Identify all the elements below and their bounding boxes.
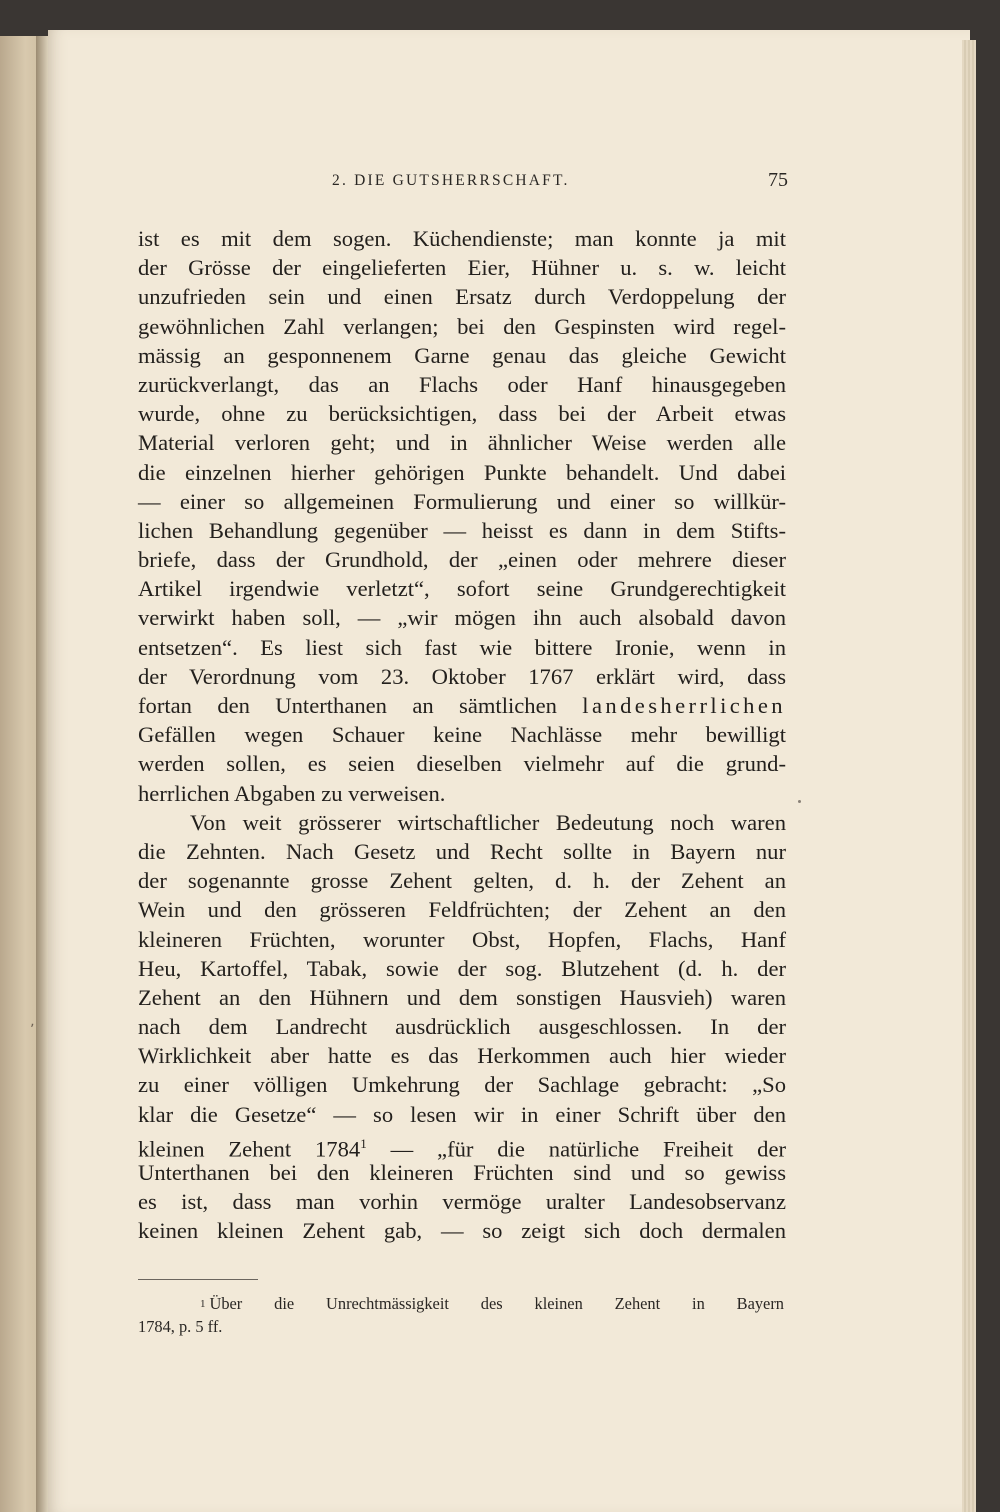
text-line: klar die Gesetze“ — so lesen wir in einer Schrift über den <box>138 1101 786 1127</box>
text-line-with-spaced-word <box>138 691 786 720</box>
text-line: nach dem Landrecht ausdrücklich ausgeschlossen. In der <box>138 1014 786 1040</box>
text-line: der sogenannte grosse Zehent gelten, d. h. der Zehent an <box>138 868 786 894</box>
paragraph-end-line: herrlichen Abgaben zu verweisen. <box>138 780 446 806</box>
text-line: Zehent an den Hühnern und dem sonstigen Hausvieh) waren <box>138 984 786 1010</box>
margin-mark: ʼ <box>30 1022 35 1038</box>
footnote <box>138 1292 784 1338</box>
text-line: Wein und den grösseren Feldfrüchten; der Zehent an den <box>138 897 786 923</box>
text-line: entsetzen“. Es liest sich fast wie bittere Ironie, wenn in <box>138 634 786 660</box>
text-line: verwirkt haben soll, — „wir mögen ihn auch alsobald davon <box>138 605 786 631</box>
text-line: — einer so allgemeinen Formulierung und einer so willkür- <box>138 488 786 514</box>
text-line: wurde, ohne zu berücksichtigen, dass bei der Arbeit etwas <box>138 401 786 427</box>
text-line: Material verloren geht; und in ähnlicher Weise werden alle <box>138 430 786 456</box>
paper-speck <box>798 800 801 803</box>
text-line: zurückverlangt, das an Flachs oder Hanf hinausgegeben <box>138 371 786 397</box>
text-line: lichen Behandlung gegenüber — heisst es dann in dem Stifts- <box>138 517 786 543</box>
spaced-emphasis: landesherrlichen <box>582 693 786 718</box>
footnote-text: Über die Unrechtmässigkeit des kleinen Zehent in Bayern <box>209 1294 784 1313</box>
text-line: Unterthanen bei den kleineren Früchten sind und so gewiss <box>138 1160 786 1185</box>
text-line: es ist, dass man vorhin vermöge uralter Landesobservanz <box>138 1189 786 1215</box>
text-line: die Zehnten. Nach Gesetz und Recht sollte in Bayern nur <box>138 838 786 864</box>
page-stack-edge <box>962 40 976 1512</box>
text-line: gewöhnlichen Zahl verlangen; bei den Gespinsten wird regel- <box>138 313 786 339</box>
text-line: kleineren Früchten, worunter Obst, Hopfen, Flachs, Hanf <box>138 926 786 952</box>
text-line: unzufrieden sein und einen Ersatz durch Verdoppelung der <box>138 284 786 310</box>
text-line: Wirklichkeit aber hatte es das Herkommen auch hier wieder <box>138 1043 786 1069</box>
running-head <box>136 169 788 194</box>
text-line: ist es mit dem sogen. Küchendienste; man konnte ja mit <box>138 226 786 251</box>
page-number: 75 <box>768 169 788 191</box>
text-line: Gefällen wegen Schauer keine Nachlässe mehr bewilligt <box>138 722 786 748</box>
footnote-line: 1784, p. 5 ff. <box>138 1317 223 1336</box>
text-line: Heu, Kartoffel, Tabak, sowie der sog. Blutzehent (d. h. der <box>138 955 786 981</box>
text-line: der Grösse der eingelieferten Eier, Hühner u. s. w. leicht <box>138 255 786 281</box>
footnote-reference[interactable]: 1 <box>360 1135 367 1151</box>
paragraph-start-line: Von weit grösserer wirtschaftlicher Bedeutung noch waren <box>190 809 786 835</box>
text-line: briefe, dass der Grundhold, der „einen oder mehrere dieser <box>138 547 786 573</box>
text-line-tail: — „für die natürliche Freiheit der <box>366 1136 786 1162</box>
text-line: mässig an gesponnenem Garne genau das gleiche Gewicht <box>138 342 786 368</box>
footnote-separator <box>138 1279 258 1280</box>
text-line-lead: fortan den Unterthanen an sämtlichen <box>138 693 557 718</box>
text-line: Artikel irgendwie verletzt“, sofort seine Grundgerechtigkeit <box>138 576 786 602</box>
footnote-line <box>138 1292 784 1315</box>
text-line: keinen kleinen Zehent gab, — so zeigt sich doch dermalen <box>138 1218 786 1244</box>
main-text-block <box>138 224 786 1246</box>
text-line: die einzelnen hierher gehörigen Punkte behandelt. Und dabei <box>138 459 786 485</box>
footnote-marker: 1 <box>200 1298 206 1310</box>
text-line-with-footnote-ref <box>138 1129 786 1162</box>
running-title: 2. DIE GUTSHERRSCHAFT. <box>332 172 570 189</box>
text-line: zu einer völligen Umkehrung der Sachlage gebracht: „So <box>138 1072 786 1098</box>
text-line: werden sollen, es seien dieselben vielmehr auf die grund- <box>138 751 786 777</box>
text-line: der Verordnung vom 23. Oktober 1767 erklärt wird, dass <box>138 663 786 689</box>
text-line-lead: kleinen Zehent 1784 <box>138 1136 361 1162</box>
